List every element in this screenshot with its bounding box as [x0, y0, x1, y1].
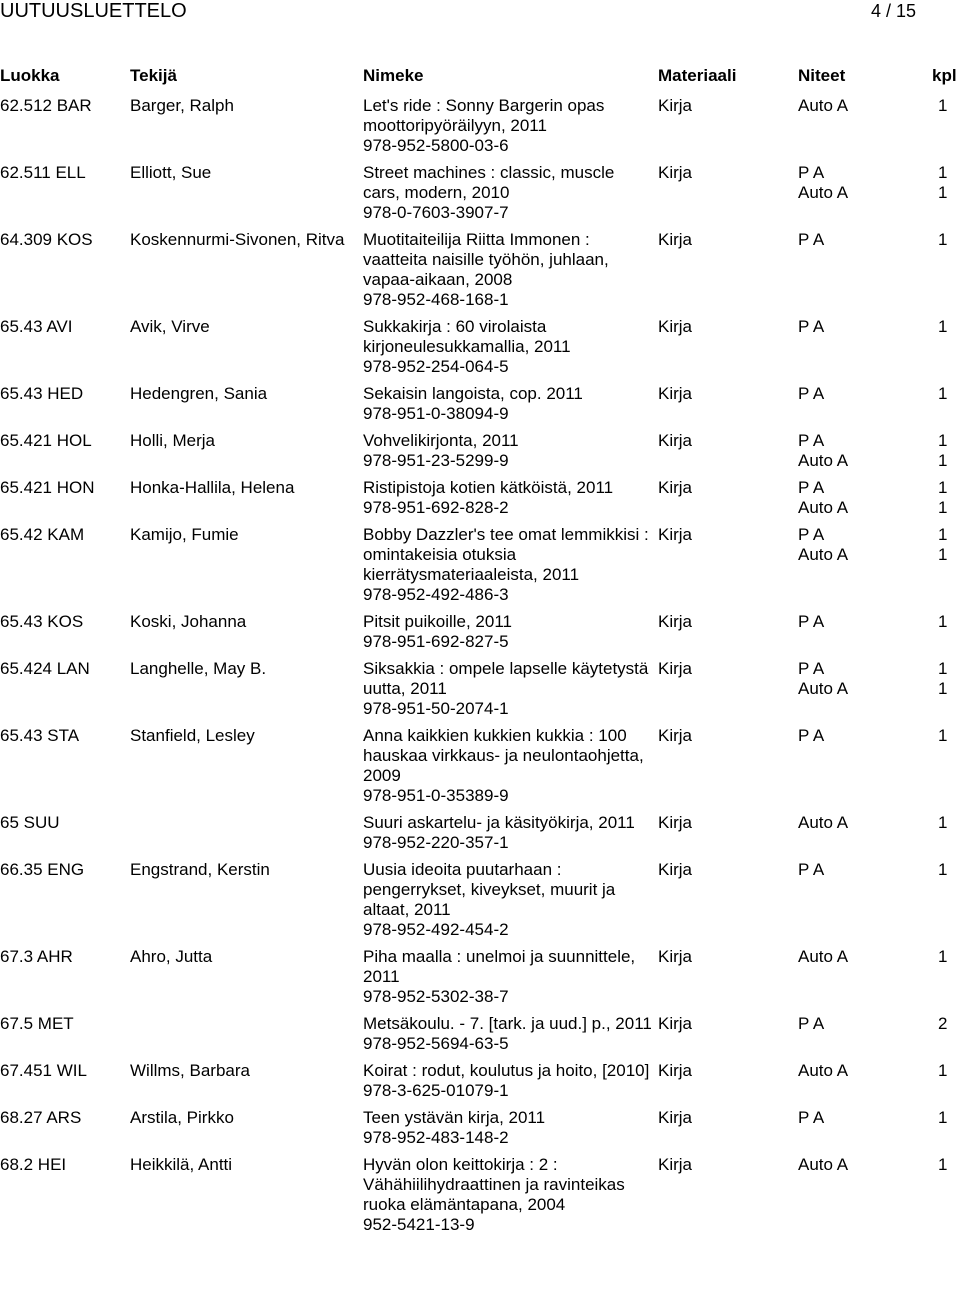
- entry-material: Kirja: [658, 1061, 693, 1080]
- entry-copies: [798, 384, 960, 404]
- copy-location: P A: [798, 478, 825, 497]
- entry-author: Langhelle, May B.: [130, 659, 267, 678]
- entry-title: Koirat : rodut, koulutus ja hoito, [2010]: [363, 1061, 650, 1080]
- entry-class: 67.451 WIL: [0, 1061, 87, 1080]
- entry-title-block: [363, 1014, 653, 1054]
- entry-title-block: [363, 431, 653, 471]
- entry-material: Kirja: [658, 230, 693, 249]
- column-header-kpl: kpl: [932, 66, 957, 85]
- copy-row: [798, 1061, 960, 1081]
- entry-class: 65.424 LAN: [0, 659, 90, 678]
- entry-title-block: [363, 317, 653, 377]
- catalog-entries: [0, 96, 960, 1242]
- entry-copies: [798, 1108, 960, 1128]
- entry-isbn: 978-951-692-828-2: [363, 498, 509, 517]
- copy-quantity: 1: [938, 384, 948, 403]
- entry-class: 65.43 STA: [0, 726, 80, 745]
- entry-class: 65.421 HOL: [0, 431, 92, 450]
- entry-isbn: 978-951-0-38094-9: [363, 404, 509, 423]
- copy-quantity: 1: [938, 431, 948, 450]
- copy-quantity: 1: [938, 1061, 948, 1080]
- column-header-nimeke: Nimeke: [363, 66, 424, 85]
- copy-quantity: 1: [938, 947, 948, 966]
- copy-row: [798, 545, 960, 565]
- entry-class: 65.421 HON: [0, 478, 95, 497]
- copy-location: P A: [798, 525, 825, 544]
- entry-title-block: [363, 813, 653, 853]
- entry-title: Suuri askartelu- ja käsityökirja, 2011: [363, 813, 635, 832]
- entry-material: Kirja: [658, 659, 693, 678]
- copy-location: Auto A: [798, 545, 849, 564]
- entry-material: Kirja: [658, 384, 693, 403]
- entry-material: Kirja: [658, 1014, 693, 1033]
- entry-title: Anna kaikkien kukkien kukkia : 100 hauskaa virkkaus- ja neulontaohjetta, 2009: [363, 726, 644, 785]
- catalog-entry: [0, 860, 960, 940]
- entry-isbn: 978-952-220-357-1: [363, 833, 509, 852]
- copy-quantity: 1: [938, 1108, 948, 1127]
- entry-title-block: [363, 947, 653, 1007]
- catalog-entry: [0, 813, 960, 853]
- entry-title: Uusia ideoita puutarhaan : pengerrykset, kiveykset, muurit ja altaat, 2011: [363, 860, 616, 919]
- column-header-niteet: Niteet: [798, 66, 846, 85]
- catalog-entry: [0, 726, 960, 806]
- catalog-entry: [0, 612, 960, 652]
- entry-isbn: 978-951-0-35389-9: [363, 786, 509, 805]
- entry-title: Bobby Dazzler's tee omat lemmikkisi : omintakeisia otuksia kierrätysmateriaaleista, 2011: [363, 525, 649, 584]
- entry-class: 67.5 MET: [0, 1014, 74, 1033]
- catalog-entry: [0, 230, 960, 310]
- entry-class: 62.512 BAR: [0, 96, 92, 115]
- entry-author: Barger, Ralph: [130, 96, 234, 115]
- entry-isbn: 978-952-5694-63-5: [363, 1034, 509, 1053]
- entry-title-block: [363, 478, 653, 518]
- entry-material: Kirja: [658, 860, 693, 879]
- entry-material: Kirja: [658, 1108, 693, 1127]
- copy-row: [798, 860, 960, 880]
- entry-class: 65 SUU: [0, 813, 60, 832]
- column-header-tekija: Tekijä: [130, 66, 177, 85]
- copy-quantity: 1: [938, 163, 948, 182]
- entry-class: 62.511 ELL: [0, 163, 86, 182]
- catalog-entry: [0, 1155, 960, 1235]
- copy-location: P A: [798, 317, 825, 336]
- copy-quantity: 1: [938, 1155, 948, 1174]
- document-title: UUTUUSLUETTELO: [0, 0, 187, 22]
- entry-title-block: [363, 1108, 653, 1148]
- column-header-materiaali: Materiaali: [658, 66, 737, 85]
- entry-copies: [798, 612, 960, 632]
- copy-quantity: 1: [938, 545, 948, 564]
- entry-copies: [798, 860, 960, 880]
- entry-title-block: [363, 1061, 653, 1101]
- entry-isbn: 978-951-692-827-5: [363, 632, 509, 651]
- entry-author: Honka-Hallila, Helena: [130, 478, 295, 497]
- entry-title-block: [363, 726, 653, 806]
- copy-row: [798, 498, 960, 518]
- catalog-entry: [0, 1108, 960, 1148]
- copy-location: Auto A: [798, 96, 849, 115]
- catalog-entry: [0, 1014, 960, 1054]
- copy-quantity: 1: [938, 183, 948, 202]
- entry-title-block: [363, 525, 653, 605]
- copy-location: Auto A: [798, 1155, 849, 1174]
- entry-class: 66.35 ENG: [0, 860, 85, 879]
- entry-material: Kirja: [658, 813, 693, 832]
- copy-row: [798, 726, 960, 746]
- entry-author: Koski, Johanna: [130, 612, 247, 631]
- entry-class: 64.309 KOS: [0, 230, 93, 249]
- catalog-entry: [0, 317, 960, 377]
- entry-title: Teen ystävän kirja, 2011: [363, 1108, 546, 1127]
- entry-class: 68.2 HEI: [0, 1155, 67, 1174]
- copy-row: [798, 1108, 960, 1128]
- copy-location: P A: [798, 612, 825, 631]
- entry-copies: [798, 726, 960, 746]
- entry-material: Kirja: [658, 525, 693, 544]
- entry-isbn: 978-952-5800-03-6: [363, 136, 509, 155]
- copy-quantity: 2: [938, 1014, 948, 1033]
- copy-row: [798, 659, 960, 679]
- copy-location: P A: [798, 860, 825, 879]
- catalog-entry: [0, 384, 960, 424]
- entry-author: Heikkilä, Antti: [130, 1155, 233, 1174]
- copy-quantity: 1: [938, 230, 948, 249]
- copy-location: Auto A: [798, 451, 849, 470]
- entry-title: Street machines : classic, muscle cars, modern, 2010: [363, 163, 615, 202]
- column-header-luokka: Luokka: [0, 66, 60, 85]
- copy-location: P A: [798, 163, 825, 182]
- copy-quantity: 1: [938, 612, 948, 631]
- copy-location: P A: [798, 1108, 825, 1127]
- entry-isbn: 978-952-254-064-5: [363, 357, 509, 376]
- entry-author: Ahro, Jutta: [130, 947, 213, 966]
- copy-row: [798, 163, 960, 183]
- copy-row: [798, 431, 960, 451]
- entry-isbn: 978-952-5302-38-7: [363, 987, 509, 1006]
- copy-quantity: 1: [938, 813, 948, 832]
- entry-author: Hedengren, Sania: [130, 384, 268, 403]
- entry-material: Kirja: [658, 1155, 693, 1174]
- entry-author: Engstrand, Kerstin: [130, 860, 270, 879]
- entry-author: Stanfield, Lesley: [130, 726, 255, 745]
- entry-copies: [798, 813, 960, 833]
- copy-location: P A: [798, 230, 825, 249]
- entry-title-block: [363, 612, 653, 652]
- entry-isbn: 978-3-625-01079-1: [363, 1081, 509, 1100]
- catalog-entry: [0, 1061, 960, 1101]
- entry-copies: [798, 96, 960, 116]
- entry-title: Let's ride : Sonny Bargerin opas moottoripyöräilyyn, 2011: [363, 96, 605, 135]
- copy-location: Auto A: [798, 813, 849, 832]
- copy-row: [798, 96, 960, 116]
- entry-class: 68.27 ARS: [0, 1108, 82, 1127]
- entry-material: Kirja: [658, 947, 693, 966]
- copy-row: [798, 1155, 960, 1175]
- page-header: [0, 0, 960, 24]
- entry-author: Arstila, Pirkko: [130, 1108, 234, 1127]
- entry-material: Kirja: [658, 478, 693, 497]
- copy-quantity: 1: [938, 659, 948, 678]
- entry-title-block: [363, 96, 653, 156]
- entry-title: Hyvän olon keittokirja : 2 : Vähähiilihydraattinen ja ravinteikas ruoka elämäntapana, 2004: [363, 1155, 625, 1214]
- entry-title-block: [363, 230, 653, 310]
- entry-material: Kirja: [658, 726, 693, 745]
- entry-material: Kirja: [658, 612, 693, 631]
- entry-copies: [798, 478, 960, 518]
- copy-location: Auto A: [798, 679, 849, 698]
- copy-quantity: 1: [938, 726, 948, 745]
- entry-author: Elliott, Sue: [130, 163, 212, 182]
- entry-copies: [798, 230, 960, 250]
- entry-material: Kirja: [658, 431, 693, 450]
- copy-quantity: 1: [938, 96, 948, 115]
- entry-class: 65.43 HED: [0, 384, 84, 403]
- copy-row: [798, 183, 960, 203]
- entry-isbn: 978-952-492-486-3: [363, 585, 509, 604]
- catalog-entry: [0, 431, 960, 471]
- copy-row: [798, 679, 960, 699]
- entry-title: Pitsit puikoille, 2011: [363, 612, 512, 631]
- copy-location: P A: [798, 384, 825, 403]
- copy-quantity: 1: [938, 317, 948, 336]
- entry-author: Avik, Virve: [130, 317, 210, 336]
- copy-row: [798, 525, 960, 545]
- copy-row: [798, 451, 960, 471]
- page-number: 4 / 15: [870, 1, 916, 21]
- entry-class: 67.3 AHR: [0, 947, 73, 966]
- copy-row: [798, 384, 960, 404]
- copy-location: Auto A: [798, 947, 849, 966]
- copy-quantity: 1: [938, 478, 948, 497]
- catalog-entry: [0, 659, 960, 719]
- catalog-entry: [0, 478, 960, 518]
- entry-title: Metsäkoulu. - 7. [tark. ja uud.] p., 2011: [363, 1014, 652, 1033]
- entry-isbn: 978-0-7603-3907-7: [363, 203, 509, 222]
- entry-title: Vohvelikirjonta, 2011: [363, 431, 519, 450]
- entry-copies: [798, 1061, 960, 1081]
- entry-title: Sukkakirja : 60 virolaista kirjoneulesukkamallia, 2011: [363, 317, 571, 356]
- entry-title-block: [363, 860, 653, 940]
- copy-quantity: 1: [938, 860, 948, 879]
- entry-copies: [798, 1155, 960, 1175]
- copy-location: Auto A: [798, 1061, 849, 1080]
- entry-copies: [798, 317, 960, 337]
- entry-isbn: 978-952-483-148-2: [363, 1128, 509, 1147]
- entry-isbn: 978-952-468-168-1: [363, 290, 509, 309]
- entry-copies: [798, 947, 960, 967]
- entry-class: 65.43 KOS: [0, 612, 84, 631]
- catalog-entry: [0, 96, 960, 156]
- entry-isbn: 952-5421-13-9: [363, 1215, 475, 1234]
- copy-quantity: 1: [938, 451, 948, 470]
- entry-title-block: [363, 659, 653, 719]
- entry-title: Ristipistoja kotien kätköistä, 2011: [363, 478, 614, 497]
- entry-title: Siksakkia : ompele lapselle käytetystä uutta, 2011: [363, 659, 649, 698]
- copy-row: [798, 813, 960, 833]
- copy-location: P A: [798, 726, 825, 745]
- entry-author: Holli, Merja: [130, 431, 216, 450]
- copy-location: P A: [798, 431, 825, 450]
- entry-class: 65.42 KAM: [0, 525, 85, 544]
- column-headers: [0, 66, 960, 88]
- catalog-entry: [0, 947, 960, 1007]
- catalog-entry: [0, 163, 960, 223]
- copy-row: [798, 230, 960, 250]
- entry-material: Kirja: [658, 96, 693, 115]
- entry-isbn: 978-951-50-2074-1: [363, 699, 509, 718]
- entry-title: Piha maalla : unelmoi ja suunnittele, 2011: [363, 947, 636, 986]
- catalog-entry: [0, 525, 960, 605]
- entry-copies: [798, 659, 960, 699]
- entry-author: Willms, Barbara: [130, 1061, 250, 1080]
- entry-copies: [798, 1014, 960, 1034]
- entry-isbn: 978-952-492-454-2: [363, 920, 509, 939]
- entry-author: Koskennurmi-Sivonen, Ritva: [130, 230, 345, 249]
- entry-author: Kamijo, Fumie: [130, 525, 239, 544]
- entry-copies: [798, 525, 960, 565]
- copy-row: [798, 478, 960, 498]
- copy-quantity: 1: [938, 679, 948, 698]
- copy-row: [798, 947, 960, 967]
- copy-quantity: 1: [938, 525, 948, 544]
- copy-location: P A: [798, 1014, 825, 1033]
- entry-title-block: [363, 384, 653, 424]
- copy-row: [798, 612, 960, 632]
- copy-row: [798, 1014, 960, 1034]
- copy-location: Auto A: [798, 183, 849, 202]
- copy-location: P A: [798, 659, 825, 678]
- entry-title: Muotitaiteilija Riitta Immonen : vaatteita naisille työhön, juhlaan, vapaa-aikaan, 2008: [363, 230, 609, 289]
- copy-location: Auto A: [798, 498, 849, 517]
- entry-title-block: [363, 1155, 653, 1235]
- entry-copies: [798, 163, 960, 203]
- entry-title: Sekaisin langoista, cop. 2011: [363, 384, 583, 403]
- copy-quantity: 1: [938, 498, 948, 517]
- entry-isbn: 978-951-23-5299-9: [363, 451, 509, 470]
- entry-material: Kirja: [658, 317, 693, 336]
- entry-copies: [798, 431, 960, 471]
- entry-class: 65.43 AVI: [0, 317, 73, 336]
- entry-material: Kirja: [658, 163, 693, 182]
- entry-title-block: [363, 163, 653, 223]
- copy-row: [798, 317, 960, 337]
